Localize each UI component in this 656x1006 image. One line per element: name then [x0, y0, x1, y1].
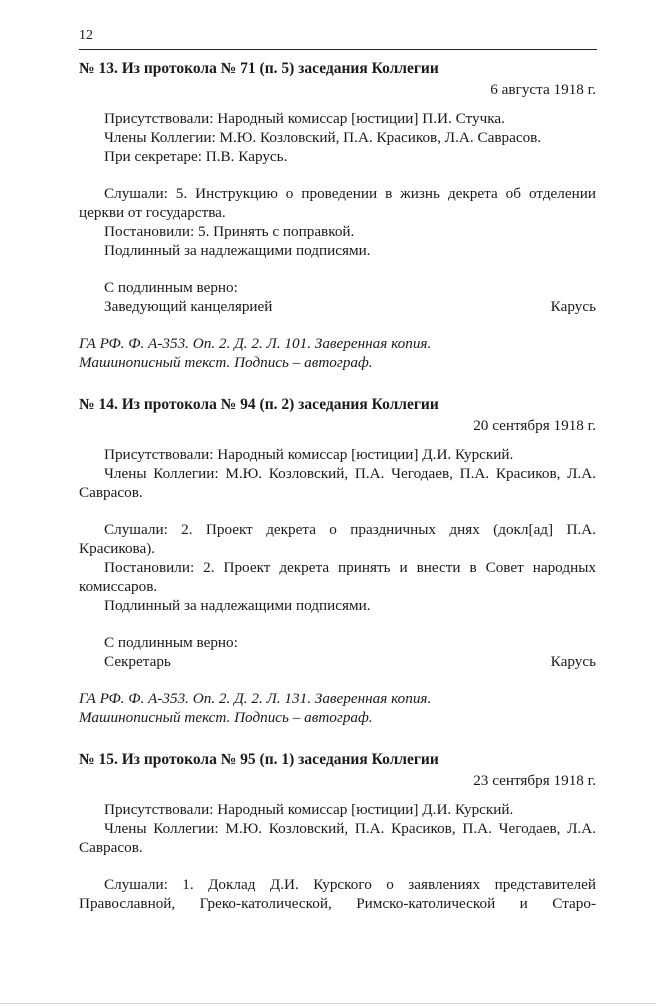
attendance-line: Члены Коллегии: М.Ю. Козловский, П.А. Красиков, П.А. Чегодаев, Л.А. Саврасов.: [79, 820, 596, 856]
page-number: 12: [79, 28, 93, 43]
spacer: [79, 166, 596, 184]
heard-paragraph: Слушали: 1. Доклад Д.И. Курского о заявлениях представителей Православной, Греко-католической, Римско-католической и Старо-: [79, 876, 596, 912]
heard-paragraph: Слушали: 2. Проект декрета о праздничных днях (докл[ад] П.А. Красикова).: [79, 521, 596, 557]
spacer: [79, 260, 596, 278]
attendance-line: Члены Коллегии: М.Ю. Козловский, П.А. Чегодаев, П.А. Красиков, Л.А. Саврасов.: [79, 465, 596, 501]
page-content: [79, 58, 596, 913]
signer-name: Карусь: [550, 298, 596, 315]
original-note: Подлинный за надлежащими подписями.: [104, 242, 371, 259]
spacer: [79, 857, 596, 875]
document-date: 6 августа 1918 г.: [490, 81, 596, 98]
archive-source: ГА РФ. Ф. А-353. Оп. 2. Д. 2. Л. 101. Заверенная копия.: [79, 335, 432, 352]
document-title: № 15. Из протокола № 95 (п. 1) заседания Коллегии: [79, 751, 439, 768]
archive-source-note: Машинописный текст. Подпись – автограф.: [79, 709, 373, 726]
attendance-line: Присутствовали: Народный комиссар [юстиции] Д.И. Курский.: [104, 801, 514, 818]
attendance-line: Присутствовали: Народный комиссар [юстиции] П.И. Стучка.: [104, 110, 505, 127]
signer-name: Карусь: [550, 653, 596, 670]
archive-source-note: Машинописный текст. Подпись – автограф.: [79, 354, 373, 371]
attendance-line: При секретаре: П.В. Карусь.: [104, 148, 288, 165]
certified-line: С подлинным верно:: [104, 634, 238, 651]
attendance-line: Присутствовали: Народный комиссар [юстиции] Д.И. Курский.: [104, 446, 514, 463]
certified-line: С подлинным верно:: [104, 279, 238, 296]
archive-source: ГА РФ. Ф. А-353. Оп. 2. Д. 2. Л. 131. Заверенная копия.: [79, 690, 432, 707]
document-title: № 13. Из протокола № 71 (п. 5) заседания Коллегии: [79, 60, 439, 77]
original-note: Подлинный за надлежащими подписями.: [104, 597, 371, 614]
decided-paragraph: Постановили: 5. Принять с поправкой.: [104, 223, 355, 240]
spacer: [79, 671, 596, 689]
signer-position: Секретарь: [104, 653, 171, 670]
decided-paragraph: Постановили: 2. Проект декрета принять и внести в Совет народных комиссаров.: [79, 559, 596, 595]
spacer: [79, 316, 596, 334]
signature-row: [79, 297, 596, 316]
heard-paragraph: Слушали: 5. Инструкцию о проведении в жизнь декрета об отделении церкви от государства.: [79, 185, 596, 221]
document-date: 23 сентября 1918 г.: [473, 772, 596, 789]
header-rule: [79, 49, 597, 50]
document-14: [79, 394, 596, 727]
document-date: 20 сентября 1918 г.: [473, 417, 596, 434]
spacer: [79, 502, 596, 520]
document-15: [79, 749, 596, 913]
attendance-line: Члены Коллегии: М.Ю. Козловский, П.А. Красиков, Л.А. Саврасов.: [104, 129, 542, 146]
section-spacer: [79, 372, 596, 394]
spacer: [79, 615, 596, 633]
document-title: № 14. Из протокола № 94 (п. 2) заседания Коллегии: [79, 396, 439, 413]
bottom-edge: [0, 1003, 656, 1004]
document-13: [79, 58, 596, 372]
section-spacer: [79, 727, 596, 749]
signature-row: [79, 652, 596, 671]
signer-position: Заведующий канцелярией: [104, 298, 273, 315]
